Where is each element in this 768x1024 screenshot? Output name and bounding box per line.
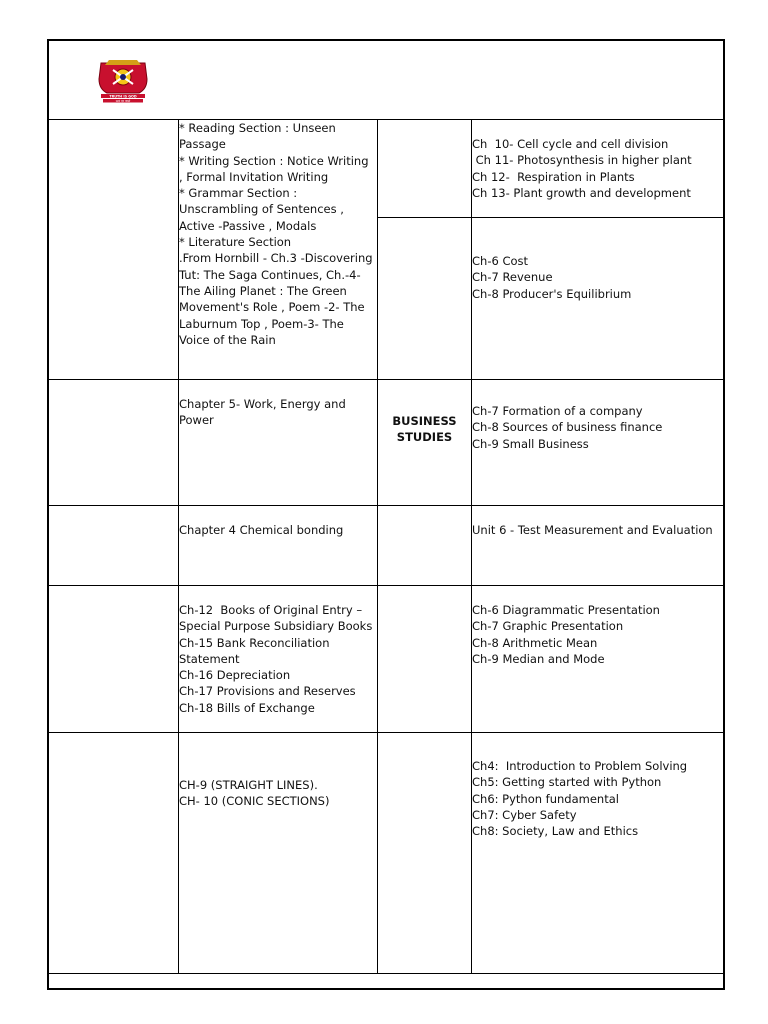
text-line: Power [179,413,214,428]
text-line: BUSINESS [392,413,457,428]
text-line: Ch-17 Provisions and Reserves [179,684,356,699]
row-5-topics [179,777,376,810]
text-line: CH- 10 (CONIC SECTIONS) [179,794,330,809]
text-line: * Grammar Section : [179,186,298,201]
row-3-topics [179,522,376,538]
text-line: Ch 12- Respiration in Plants [472,169,635,184]
text-line: Ch-8 Arithmetic Mean [472,635,598,650]
row-1-split-divider [377,217,724,218]
text-line: Unit 6 - Test Measurement and Evaluation [472,523,713,537]
row-4-chapters [472,602,724,667]
row-divider [48,732,724,733]
text-line: Ch 10- Cell cycle and cell division [472,137,669,151]
row-3-chapters [472,522,724,538]
header-divider [48,119,724,120]
subject-label [378,412,471,446]
column-divider [471,119,472,974]
column-divider [377,119,378,974]
svg-text:सत्यं एव जयते: सत्यं एव जयते [115,99,131,103]
text-line: Ch-9 Median and Mode [472,651,605,666]
text-line: Ch-18 Bills of Exchange [179,700,315,715]
text-line: The Ailing Planet : The Green [179,283,347,298]
text-line: Ch-12 Books of Original Entry – [179,603,363,617]
row-divider [48,505,724,506]
text-line: Ch-16 Depreciation [179,668,291,683]
text-line: Ch-6 Cost [472,254,529,268]
text-line: Voice of the Rain [179,332,276,347]
text-line: * Reading Section : Unseen [179,121,336,135]
row-1-topics [179,120,376,348]
text-line: Ch-8 Producer's Equilibrium [472,286,632,301]
text-line: Ch-6 Diagrammatic Presentation [472,603,660,617]
text-line: Ch-7 Formation of a company [472,404,643,418]
text-line: Laburnum Top , Poem-3- The [179,316,344,331]
text-line: Ch7: Cyber Safety [472,807,577,822]
row-2-topics [179,396,376,429]
text-line: Ch 11- Photosynthesis in higher plant [472,153,692,168]
row-1a-chapters [472,136,724,201]
text-line: , Formal Invitation Writing [179,169,329,184]
text-line: Ch-8 Sources of business finance [472,420,663,435]
text-line: * Writing Section : Notice Writing [179,153,369,168]
text-line: Movement's Role , Poem -2- The [179,300,365,315]
row-1b-chapters [472,253,724,302]
text-line: * Literature Section [179,235,292,250]
row-5-chapters [472,758,724,839]
text-line: Tut: The Saga Continues, Ch.-4- [179,267,361,282]
text-line: CH-9 (STRAIGHT LINES). [179,778,318,792]
row-divider [48,973,724,974]
text-line: Statement [179,651,240,666]
text-line: Ch-7 Graphic Presentation [472,619,624,634]
text-line: Special Purpose Subsidiary Books [179,619,373,634]
text-line: Chapter 4 Chemical bonding [179,523,344,537]
text-line: Ch-15 Bank Reconciliation [179,635,330,650]
text-line: STUDIES [396,430,453,444]
text-line: Passage [179,137,226,152]
row-divider [48,585,724,586]
text-line: Ch8: Society, Law and Ethics [472,824,639,839]
text-line: Unscrambling of Sentences , [179,202,344,217]
row-2-chapters [472,403,724,452]
text-line: Ch6: Python fundamental [472,791,619,806]
text-line: Ch5: Getting started with Python [472,775,662,790]
text-line: Ch-7 Revenue [472,270,553,285]
svg-text:TRUTH IS GOD: TRUTH IS GOD [109,94,137,99]
text-line: Chapter 5- Work, Energy and [179,397,346,411]
row-divider [48,379,724,380]
text-line: .From Hornbill - Ch.3 -Discovering [179,251,373,266]
row-4-topics [179,602,376,716]
text-line: Ch 13- Plant growth and development [472,185,691,200]
text-line: Ch4: Introduction to Problem Solving [472,759,688,773]
text-line: Active -Passive , Modals [179,218,317,233]
emblem-logo [95,57,151,103]
text-line: Ch-9 Small Business [472,436,589,451]
